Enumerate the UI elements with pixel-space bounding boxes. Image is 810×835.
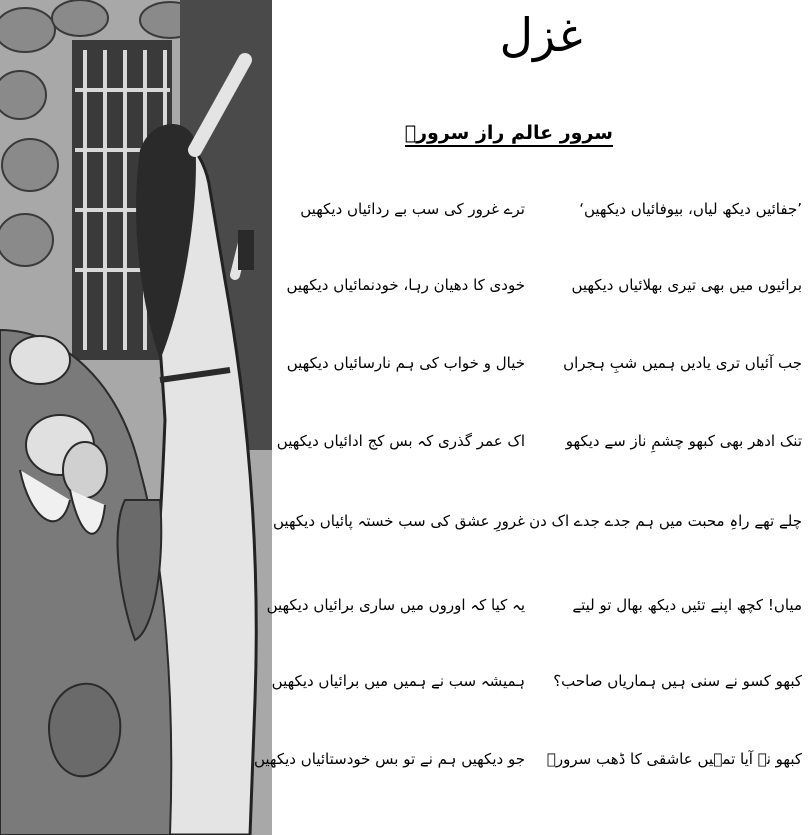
couplet-first-line: برائیوں میں بھی تیری بھلائیاں دیکھیں — [571, 276, 802, 294]
couplet-second-line: غرورِ عشق کی سب خستہ پائیاں دیکھیں — [273, 512, 525, 530]
couplet-second-line: ترے غرور کی سب بے ردائیاں دیکھیں — [300, 200, 525, 218]
couplet — [272, 354, 810, 388]
couplet-second-line: یہ کیا کہ اوروں میں ساری برائیاں دیکھیں — [266, 596, 525, 614]
couplet-second-line: ہمیشہ سب نے ہمیں میں برائیاں دیکھیں — [271, 672, 525, 690]
couplet-first-line: ’جفائیں دیکھ لیاں، بیوفائیاں دیکھیں‘ — [579, 200, 802, 218]
couplet-first-line: جب آئیاں تری یادیں ہمیں شبِ ہجراں — [563, 354, 802, 372]
couplet — [272, 672, 810, 706]
couplet-second-line: جو دیکھیں ہم نے تو بس خودستائیاں دیکھیں — [253, 750, 525, 768]
poet-name: سرور عالم راز سرورؔ — [405, 122, 613, 147]
woman-at-window-illustration — [0, 0, 272, 835]
couplet-second-line: خیال و خواب کی ہم نارسائیاں دیکھیں — [286, 354, 525, 372]
poem-title: غزل — [499, 8, 583, 62]
couplet — [272, 512, 810, 546]
couplet — [272, 276, 810, 310]
couplet — [272, 200, 810, 234]
couplet — [253, 750, 810, 784]
poem-area — [253, 0, 810, 835]
couplet-first-line: کبھو نہ آیا تمہیں عاشقی کا ڈھب سرورؔ — [546, 750, 802, 768]
couplet-second-line: اک عمر گذری کہ بس کج ادائیاں دیکھیں — [276, 432, 525, 450]
illustration-drawing — [0, 0, 272, 835]
couplet — [266, 596, 810, 630]
couplet — [272, 432, 810, 466]
couplet-first-line: کبھو کسو نے سنی ہیں ہماریاں صاحب؟ — [553, 672, 802, 690]
couplet-first-line: تنک ادھر بھی کبھو چشمِ ناز سے دیکھو — [565, 432, 802, 450]
couplet-first-line: چلے تھے راہِ محبت میں ہم جدے جدے اک دن — [529, 512, 802, 530]
couplet-first-line: میاں! کچھ اپنے تئیں دیکھ بھال تو لیتے — [572, 596, 802, 614]
couplet-second-line: خودی کا دھیان رہا، خودنمائیاں دیکھیں — [286, 276, 525, 294]
